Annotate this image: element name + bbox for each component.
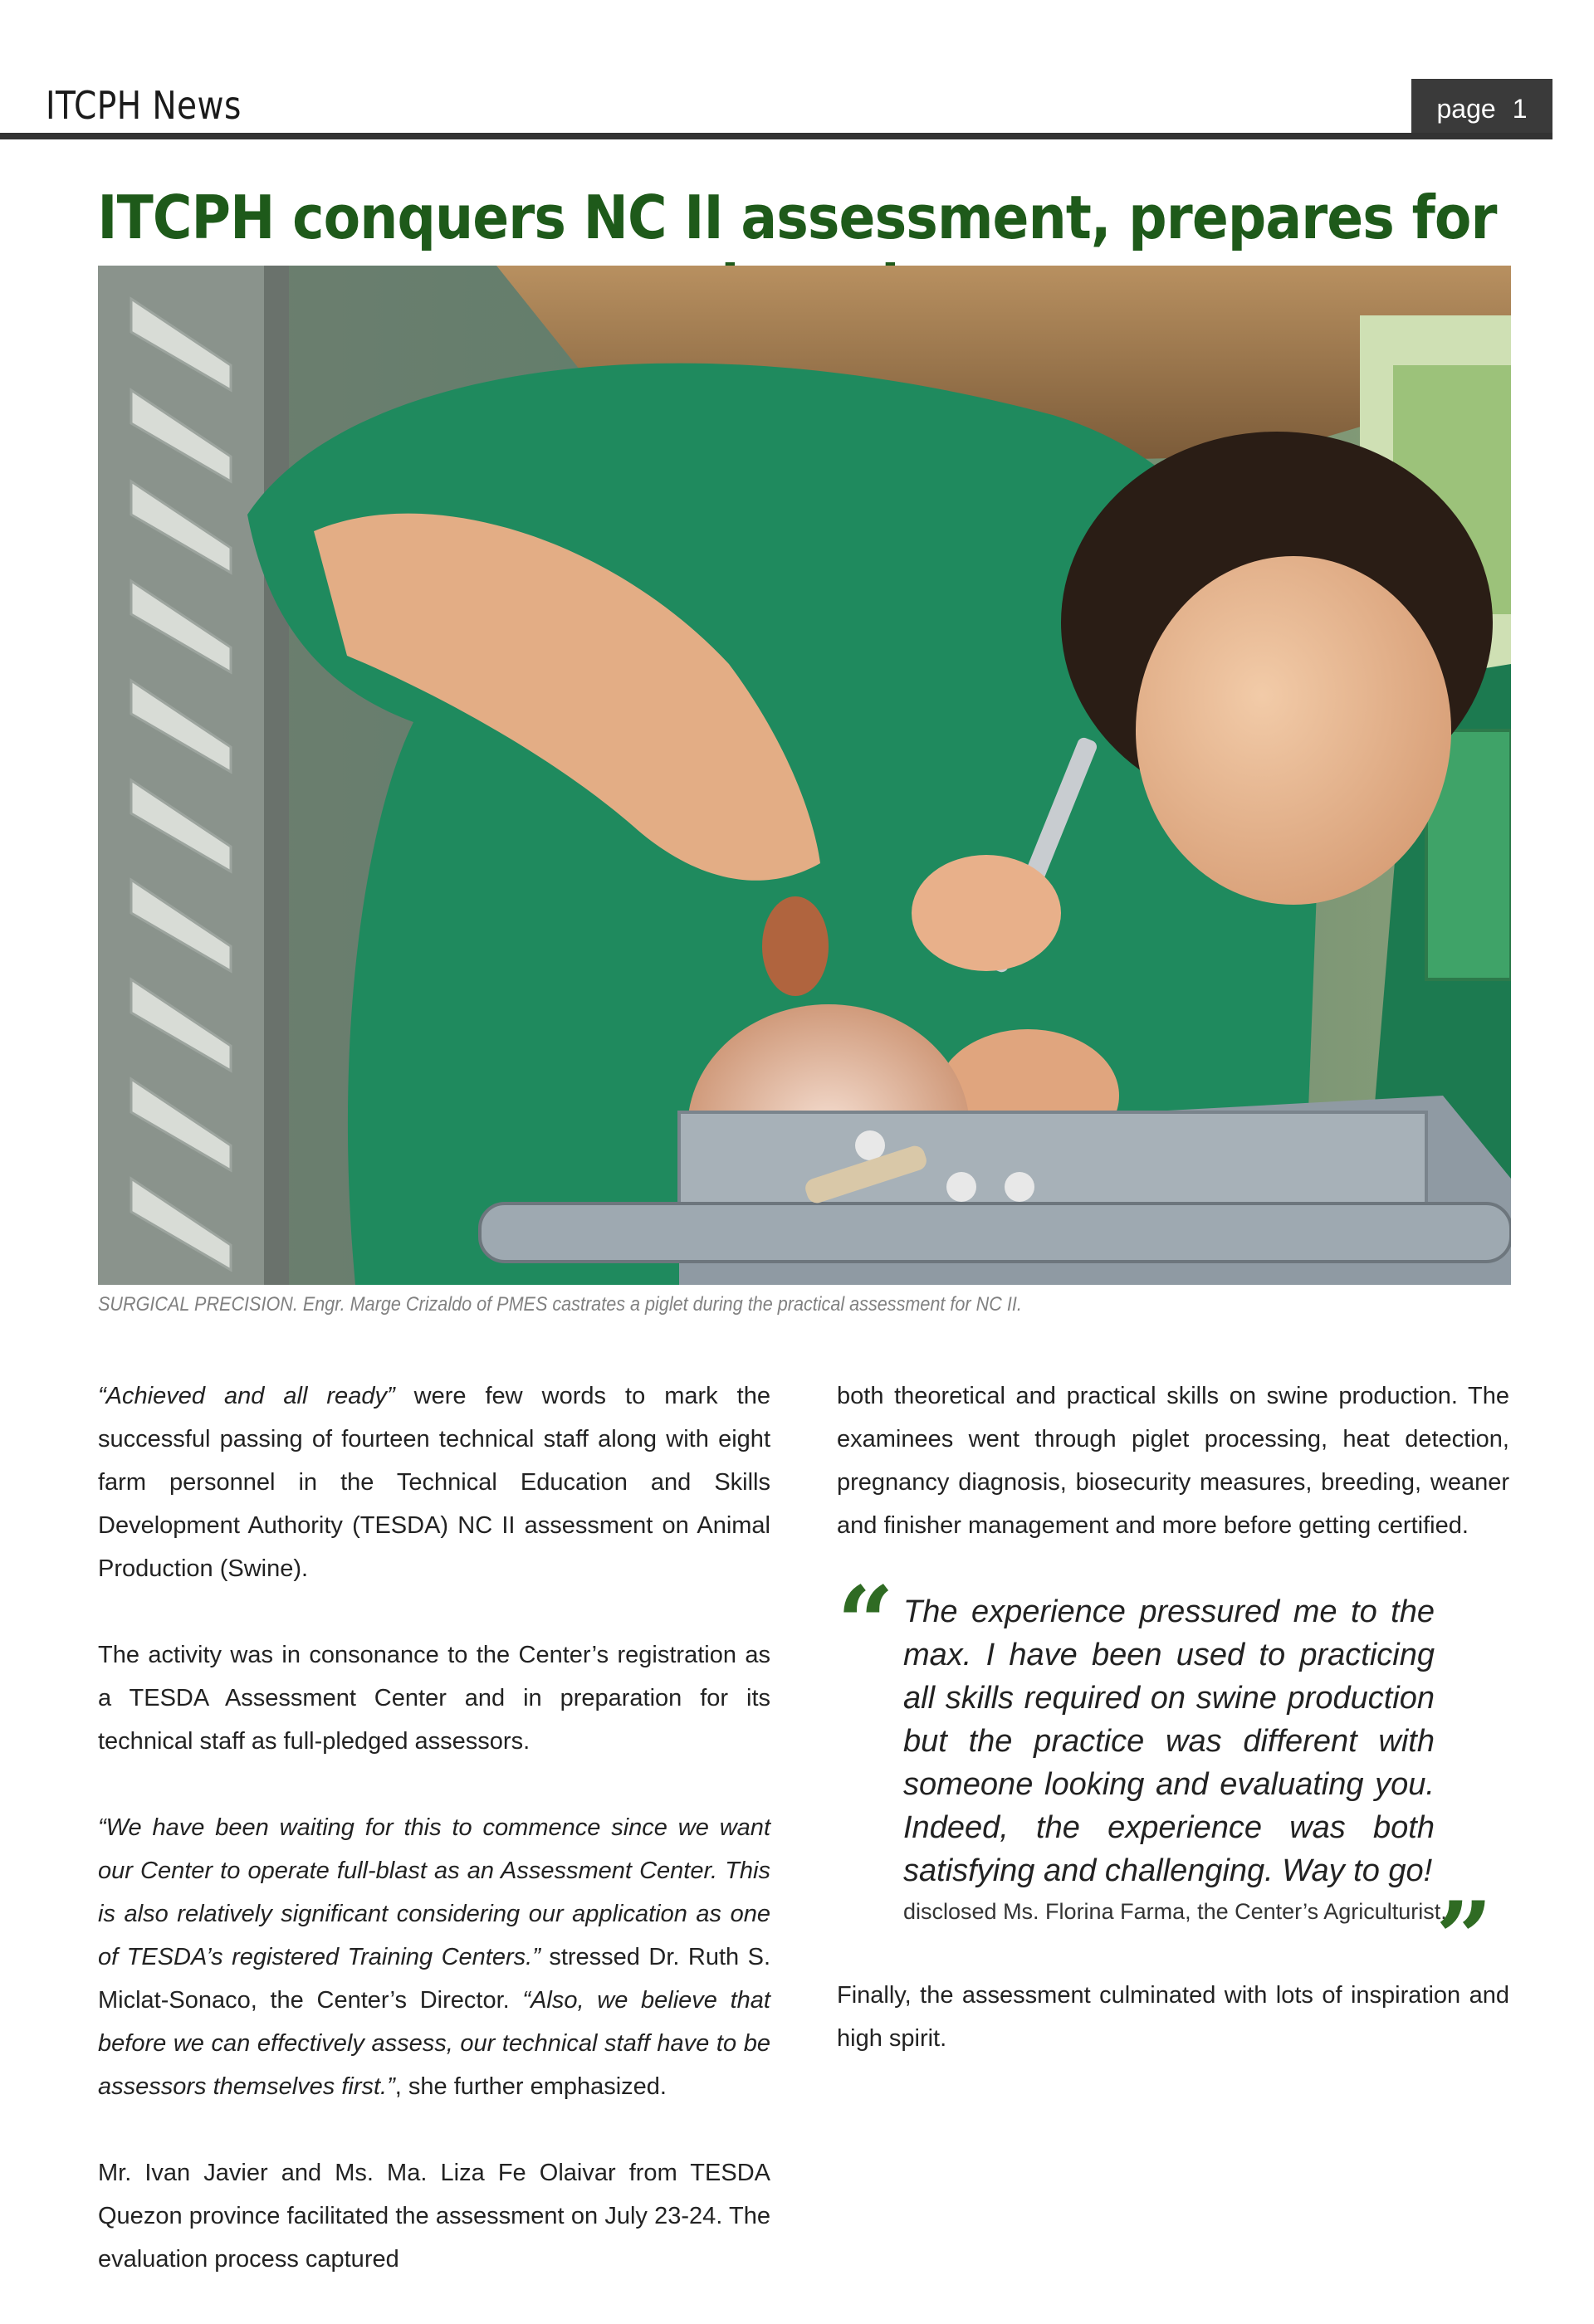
p3-end: , she further emphasized. <box>394 2073 667 2100</box>
right-column <box>837 1374 1509 2103</box>
right-paragraph-1: both theoretical and practical skills on swine production. The examinees went through piglet processing, heat detection, pregnancy diagnosis, biosecurity measures, breeding, weaner and finisher management and more before getting certified. <box>837 1383 1509 1539</box>
header-title: ITCPH News <box>46 83 242 128</box>
p1-italic: “Achieved and all ready” <box>98 1383 395 1409</box>
page-number-box <box>1411 79 1552 139</box>
close-quote-icon: ” <box>1435 1880 1493 1997</box>
left-column <box>98 1374 770 2324</box>
left-paragraph-1 <box>98 1374 770 1590</box>
article-photo <box>98 266 1511 1285</box>
page-number: 1 <box>1512 94 1528 124</box>
open-quote-icon: “ <box>837 1565 895 1682</box>
quote-text: The experience pressured me to the max. I have been used to practicing all skills required on swine production but the practice was different with someone looking and evaluating you. Indeed, the experience was both satisfying and challenging. Way to go! <box>903 1594 1435 1888</box>
p1-text: were few words to mark the successful passing of fourteen technical staff along with eight farm personnel in the Technical Education and Skills Development Authority (TESDA) NC II assessment on Animal Production (Swine). <box>98 1383 770 1582</box>
left-paragraph-2: The activity was in consonance to the Center’s registration as a TESDA Assessment Center and in preparation for its technical staff as full-pledged assessors. <box>98 1642 770 1755</box>
photo-caption: SURGICAL PRECISION. Engr. Marge Crizaldo of PMES castrates a piglet during the practical assessment for NC II. <box>98 1293 1022 1316</box>
left-paragraph-3 <box>98 1806 770 2108</box>
pull-quote <box>837 1565 1509 1997</box>
quote-attribution: disclosed Ms. Florina Farma, the Center’s Agriculturist. <box>903 1899 1447 1924</box>
headline: ITCPH conquers NC II assessment, prepares for <box>97 183 1497 252</box>
right-paragraph-2: Finally, the assessment culminated with lots of inspiration and high spirit. <box>837 1982 1509 2052</box>
page-label: page <box>1436 94 1496 124</box>
p3-mid: stressed Dr. Ruth S. Miclat-Sonaco, the Center’s Director. <box>98 1944 771 2014</box>
p3-italic-2: “Also, we believe that before we can effectively assess, our technical staff have to be assessors themselves first.” <box>98 1987 770 2100</box>
left-paragraph-4: Mr. Ivan Javier and Ms. Ma. Liza Fe Olaivar from TESDA Quezon province facilitated the assessment on July 23-24. The evaluation process captured <box>98 2160 770 2273</box>
p3-italic: “We have been waiting for this to commence since we want our Center to operate full-blast as an Assessment Center. This is also relatively significant considering our application as one of TESDA’s registered Training Centers.” <box>98 1814 770 1970</box>
header-rule <box>0 133 1552 139</box>
